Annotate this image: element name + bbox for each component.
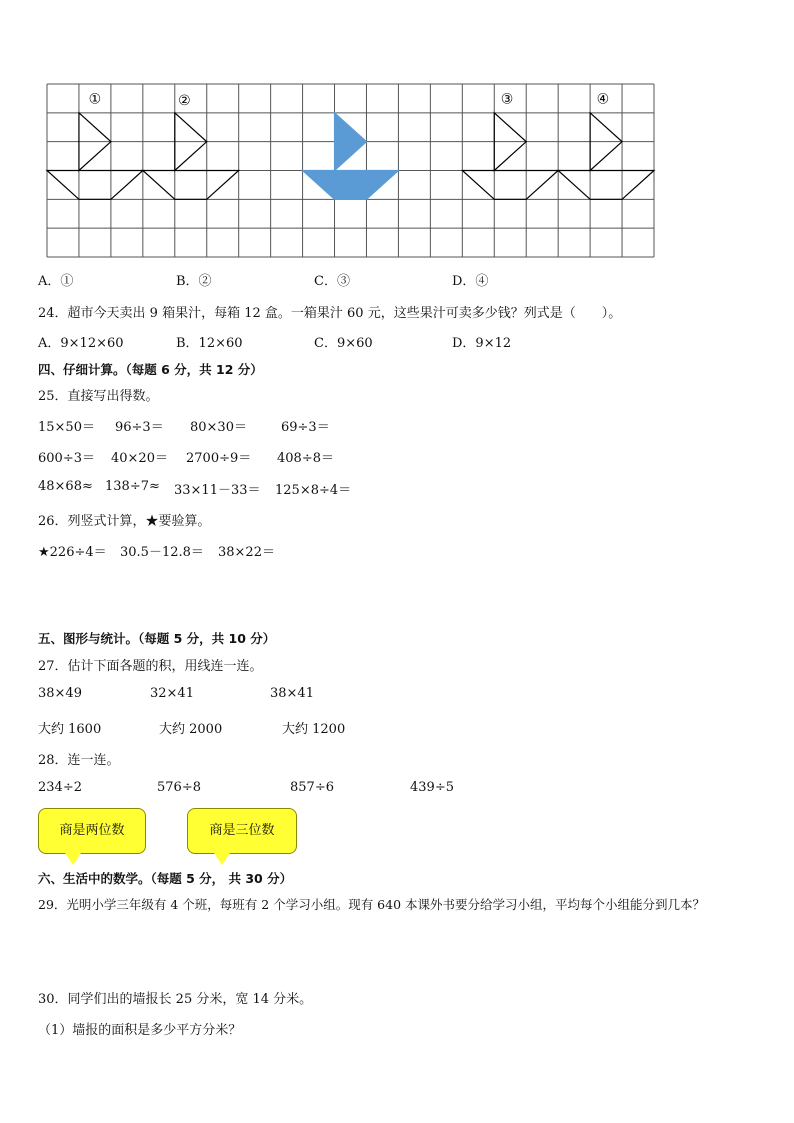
q25-item: 69÷3＝ <box>281 420 330 435</box>
boat-grid-figure <box>0 0 794 270</box>
boat-center-sail <box>335 113 367 171</box>
q25-item: 33×11－33＝ <box>174 483 261 498</box>
q25-item: 96÷3＝ <box>115 420 164 435</box>
q25-item: 600÷3＝ <box>38 451 95 466</box>
q28-expr[interactable]: 576÷8 <box>157 780 201 795</box>
q24-option-a[interactable]: A．9×12×60 <box>38 336 124 351</box>
q30-question: 30．同学们出的墙报长 25 分米，宽 14 分米。 <box>38 992 313 1007</box>
q24-option-c[interactable]: C．9×60 <box>314 336 373 351</box>
q23-option-d[interactable]: D．④ <box>452 274 489 289</box>
boat-1-hull <box>47 171 143 200</box>
boat-4-hull <box>558 171 654 200</box>
q25-item: 2700÷9＝ <box>186 451 252 466</box>
q25-title: 25．直接写出得数。 <box>38 389 159 404</box>
q26-item: ★226÷4＝ <box>38 545 107 560</box>
callout-two-digit-quotient[interactable] <box>38 808 146 854</box>
q24-option-d[interactable]: D．9×12 <box>452 336 512 351</box>
q25-item: 15×50＝ <box>38 420 95 435</box>
q28-expr[interactable]: 439÷5 <box>410 780 454 795</box>
callout-three-digit-quotient[interactable] <box>187 808 297 854</box>
q23-option-b[interactable]: B．② <box>176 274 212 289</box>
q28-title: 28．连一连。 <box>38 753 120 768</box>
callout-tail <box>65 853 81 865</box>
q27-answer[interactable]: 大约 2000 <box>159 722 223 737</box>
q27-answer[interactable]: 大约 1200 <box>282 722 346 737</box>
q24-question: 24．超市今天卖出 9 箱果汁，每箱 12 盒。一箱果汁 60 元，这些果汁可卖多少钱？列式是（ ）。 <box>38 306 622 321</box>
q27-expr[interactable]: 32×41 <box>150 686 194 701</box>
q27-expr[interactable]: 38×49 <box>38 686 82 701</box>
grid-label: ① <box>88 91 102 108</box>
q23-option-c[interactable]: C．③ <box>314 274 350 289</box>
callout-label: 商是两位数 <box>59 823 125 838</box>
boat-3-hull <box>462 171 558 200</box>
boat-2-hull <box>143 171 239 200</box>
q23-option-a[interactable]: A．① <box>38 274 74 289</box>
section4-title: 四、仔细计算。（每题 6 分，共 12 分） <box>38 362 263 377</box>
q25-item: 80×30＝ <box>190 420 247 435</box>
section6-title: 六、生活中的数学。（每题 5 分， 共 30 分） <box>38 871 293 886</box>
q25-item: 125×8÷4＝ <box>275 483 352 498</box>
q25-item: 48×68≈ <box>38 479 93 494</box>
callout-label: 商是三位数 <box>209 823 275 838</box>
callout-tail <box>214 853 230 865</box>
q28-expr[interactable]: 857÷6 <box>290 780 334 795</box>
q29-question: 29．光明小学三年级有 4 个班，每班有 2 个学习小组。现有 640 本课外书要分给学习小组，平均每个小组能分到几本？ <box>38 897 706 912</box>
q30-sub1: （1）墙报的面积是多少平方分米？ <box>38 1023 242 1038</box>
q26-item: 38×22＝ <box>218 545 275 560</box>
q24-option-b[interactable]: B．12×60 <box>176 336 243 351</box>
q25-item: 408÷8＝ <box>277 451 334 466</box>
section5-title: 五、图形与统计。（每题 5 分，共 10 分） <box>38 631 276 646</box>
q26-title: 26．列竖式计算，★要验算。 <box>38 514 211 529</box>
q27-answer[interactable]: 大约 1600 <box>38 722 102 737</box>
q28-expr[interactable]: 234÷2 <box>38 780 82 795</box>
q25-item: 40×20＝ <box>111 451 168 466</box>
grid-label: ④ <box>596 91 610 108</box>
grid-label: ③ <box>500 91 514 108</box>
boat-center-hull <box>303 171 399 200</box>
q27-expr[interactable]: 38×41 <box>270 686 314 701</box>
q26-item: 30.5－12.8＝ <box>120 545 204 560</box>
grid-label: ② <box>178 92 191 109</box>
q27-title: 27．估计下面各题的积，用线连一连。 <box>38 659 263 674</box>
q25-item: 138÷7≈ <box>105 479 160 494</box>
